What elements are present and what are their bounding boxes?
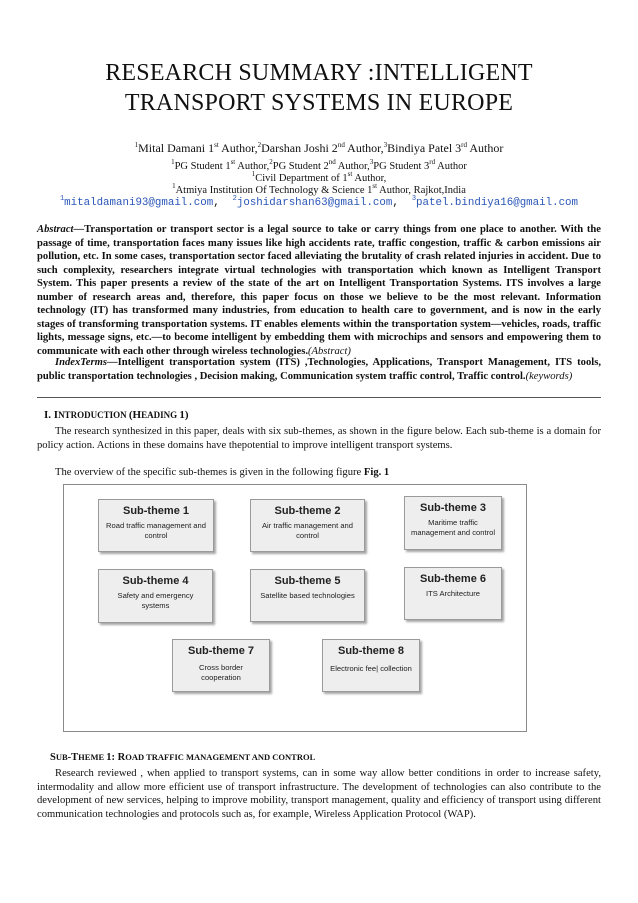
index-terms-text: —Intelligent transportation system (ITS) ,Technologies, Applications, Transport Management, ITS tools, public transportation technologies , Decision making, Communication system traffic control, Traffic control. xyxy=(37,357,601,382)
pg-3-ord: rd xyxy=(429,158,436,166)
section-1-paragraph: The research synthesized in this paper, deals with six sub-themes, as shown in the figure below. Each sub-theme is a domain for policy action. Actions in these domains have thepotential to improve intelligent transport systems. xyxy=(37,426,601,451)
sh-dash: - xyxy=(67,752,72,763)
abstract-text: —Transportation or transport sector is a legal source to take or carry things from one place to another. With the passage of time, transportation faces many issues like high accidents rate, traffic congestion, traffic & carbon emissions air pollution, etc. In some cases, transportation sector faced alleviating the brutality of crash related injuries in accident. Due to such complexity, researchers integrate virtual technologies with transportation which known as Intelligent Transport System. This paper presents a review of the state of the art on Intelligent Transportation Systems. ITS involves a large number of research areas and, therefore, this paper focus on those we believe to be the most relevant. Information technology (IT) has transformed many industries, from education to health care to government, and is now in the early stages of transforming transportation systems. IT enables elements within the transportation system—vehicles, roads, traffic lights, message signs, etc.—to become intelligent by embedding them with microchips and sensors and empowering them to communicate with each other through wireless technologies. xyxy=(37,224,601,357)
sub-theme-2-desc: Air traffic management and control xyxy=(261,521,354,540)
pg-1-ord: st xyxy=(230,158,236,166)
abstract-label: Abstract xyxy=(37,224,74,235)
abstract-tag: (Abstract) xyxy=(308,345,351,357)
sub-theme-7-desc: Cross border cooperation xyxy=(199,663,243,682)
author-2: Darshan Joshi 2 xyxy=(261,141,338,155)
email-2-sup: 2 xyxy=(232,195,237,203)
overview-text: The overview of the specific sub-themes is given in the following figure xyxy=(55,467,364,478)
title-line-2: TRANSPORT SYSTEMS IN EUROPE xyxy=(124,90,514,116)
sub-theme-8-title: Sub-theme 8 xyxy=(337,645,404,657)
pg-1-sup: 1 xyxy=(171,158,175,166)
sub-theme-2-title: Sub-theme 2 xyxy=(274,505,341,517)
pg-3-role: Author xyxy=(435,161,467,172)
inst: Atmiya Institution Of Technology & Science 1 xyxy=(175,185,373,196)
email-3-link[interactable]: patel.bindiya16@gmail.com xyxy=(416,197,579,209)
dept-role: Author, xyxy=(352,173,387,184)
email-sep-2: , xyxy=(392,197,399,209)
author-1: Mital Damani 1 xyxy=(138,141,215,155)
pg-1: PG Student 1 xyxy=(174,161,231,172)
abstract-paragraph xyxy=(37,223,601,358)
email-1-link[interactable]: mitaldamani93@gmail.com xyxy=(64,197,214,209)
pg-2-ord: nd xyxy=(328,158,336,166)
sub-theme-6-title: Sub-theme 6 xyxy=(419,573,486,585)
section-divider xyxy=(37,397,601,398)
section-1-heading-a: I xyxy=(53,409,59,421)
sub-theme-8-desc: Electronic fee| collection xyxy=(330,664,412,673)
sub-theme-4-box xyxy=(98,569,213,623)
sub-theme-4-title: Sub-theme 4 xyxy=(122,575,189,587)
author-3-role: Author xyxy=(467,141,504,155)
email-1-sup: 1 xyxy=(59,195,65,203)
sh-oad: OAD TRAFFIC MANAGEMENT AND CONTROL xyxy=(125,752,316,762)
sub-theme-1-desc: Road traffic management and control xyxy=(106,521,206,540)
index-terms-label: IndexTerms xyxy=(55,357,107,368)
sub-theme-7-title: Sub-theme 7 xyxy=(187,645,254,657)
sub-theme-1-heading xyxy=(50,750,315,765)
sub-theme-3-title: Sub-theme 3 xyxy=(419,502,486,514)
author-2-ord: nd xyxy=(337,141,345,149)
sh-heme: HEME xyxy=(78,752,107,762)
email-3-sup: 3 xyxy=(411,195,417,203)
sh-s: S xyxy=(50,752,56,763)
dept: Civil Department of 1 xyxy=(255,173,348,184)
paper-title xyxy=(0,58,638,118)
sub-theme-5-desc: Satellite based technologies xyxy=(260,591,355,600)
inst-sup: 1 xyxy=(172,182,176,190)
pg-2-sup: 2 xyxy=(269,158,273,166)
pg-2-role: Author, xyxy=(335,161,370,172)
sh-num: 1: xyxy=(106,752,118,763)
sub-theme-1-title: Sub-theme 1 xyxy=(122,505,189,517)
sub-theme-5-title: Sub-theme 5 xyxy=(274,575,341,587)
sub-theme-6-box xyxy=(404,567,502,620)
sub-theme-2-box xyxy=(250,499,365,552)
dept-sup: 1 xyxy=(251,170,256,178)
author-line xyxy=(0,141,638,156)
index-terms-tag: (keywords) xyxy=(525,370,573,382)
overview-sentence xyxy=(55,466,389,480)
section-1-heading-d: EADING xyxy=(141,410,180,420)
sh-t: T xyxy=(71,752,79,763)
author-3-sup: 3 xyxy=(383,141,388,149)
pg-3: PG Student 3 xyxy=(373,161,430,172)
pg-1-role: Author, xyxy=(235,161,270,172)
section-1-number: I. xyxy=(44,409,54,421)
author-2-role: Author, xyxy=(344,141,384,155)
email-line xyxy=(0,196,638,210)
sub-theme-6-desc: ITS Architecture xyxy=(425,589,481,598)
pg-3-sup: 3 xyxy=(369,158,374,166)
author-2-sup: 2 xyxy=(257,141,262,149)
figure-reference[interactable]: Fig. 1 xyxy=(363,467,390,478)
pg-2: PG Student 2 xyxy=(272,161,329,172)
sh-r: R xyxy=(117,752,126,763)
sub-theme-1-paragraph: Research reviewed , when applied to transport systems, can in some way allow better conditions in order to increase safety, intermodality and allow more efficient use of transport infrastructure. The development of technologies can also contribute to the development of new services, helping to improve mobility, transport management, quality and efficiency of transport using different communication technologies and protocols such as, for example, Wireless Application Protocol (WAP). xyxy=(37,768,601,820)
author-3: Bindiya Patel 3 xyxy=(387,141,462,155)
dept-ord: st xyxy=(347,170,353,178)
sub-theme-3-box xyxy=(404,496,502,550)
sub-theme-8-box xyxy=(322,639,420,692)
sub-theme-7-box xyxy=(172,639,270,692)
inst-ord: st xyxy=(372,182,378,190)
email-sep-1: , xyxy=(213,197,220,209)
author-1-ord: st xyxy=(214,141,219,149)
sub-theme-5-box xyxy=(250,569,365,622)
email-2-link[interactable]: joshidarshan63@gmail.com xyxy=(236,197,393,209)
index-terms-paragraph xyxy=(37,356,601,383)
sub-theme-3-desc: Maritime traffic management and control xyxy=(411,518,496,537)
sub-themes-figure xyxy=(63,484,527,732)
sub-theme-1-box xyxy=(98,499,214,552)
title-line-1: RESEARCH SUMMARY :INTELLIGENT xyxy=(105,60,533,86)
sh-ub: UB xyxy=(55,752,68,762)
sub-theme-4-desc: Safety and emergency systems xyxy=(117,591,194,610)
author-1-role: Author, xyxy=(218,141,258,155)
section-1-heading-c: (H xyxy=(128,409,142,421)
section-1-heading xyxy=(44,408,189,422)
section-1-heading-e: 1) xyxy=(179,409,189,421)
author-1-sup: 1 xyxy=(134,141,139,149)
author-3-ord: rd xyxy=(461,141,468,149)
inst-role: Author, Rajkot,India xyxy=(377,185,466,196)
section-1-heading-b: NTRODUCTION xyxy=(58,410,129,420)
